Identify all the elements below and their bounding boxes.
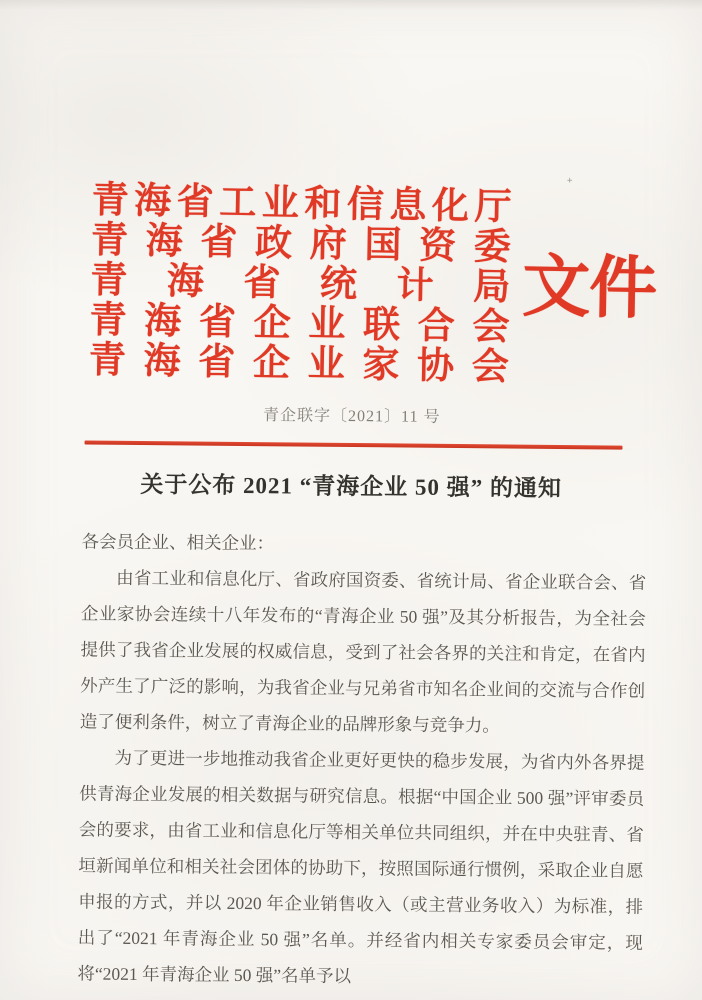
doc-type-label: 文件 [521,248,657,327]
salutation: 各会员企业、相关企业： [81,531,275,554]
paragraph-2: 为了更进一步地推动我省企业更好更快的稳步发展，为省内外各界提供青海企业发展的相关数据与研究信息。根据“中国企业 500 强”评审委员会的要求，由省工业和信息化厅等相关单位共同组织，并在中央驻青、省垣新闻单位和相关社会团体的协助下，按照国际通行惯例，采取企业自愿申报的方式，并以 2020 年企业销售收入（或主营业务收入）为标准，排出了“2021 年青海企业 50 强”名单。并经省内相关专家委员会审定，现将“2021 年青海企业 50 强”名单予以 [77,747,645,987]
doc-number: 青企联字〔2021〕11 号 [263,407,441,426]
issuer-line: 青 海 省 企 业 联 合 会 [89,299,510,349]
issuer-line: 青 海 省 统 计 局 [89,259,511,309]
scan-speck: + [567,176,573,186]
document-body [77,523,646,996]
issuer-line: 青 海 省 工 业 和 信 息 化 厅 [91,180,512,229]
document-title: 关于公布 2021 “青海企业 50 强” 的通知 [140,471,563,502]
issuer-line: 青 海 省 政 府 国 资 委 [90,219,512,269]
issuer-line: 青 海 省 企 业 家 协 会 [88,339,510,389]
red-divider-line [85,440,623,449]
paragraph-1: 由省工业和信息化厅、省政府国资委、省统计局、省企业联合会、省企业家协会连续十八年发布的“青海企业 50 强”及其分析报告，为全社会提供了我省企业发展的权威信息，受到了社会各界的关注和肯定，在省内外产生了广泛的影响，为我省企业与兄弟省市知名企业间的交流与合作创造了便利条件，树立了青海企业的品牌形象与竞争力。 [79,567,647,736]
